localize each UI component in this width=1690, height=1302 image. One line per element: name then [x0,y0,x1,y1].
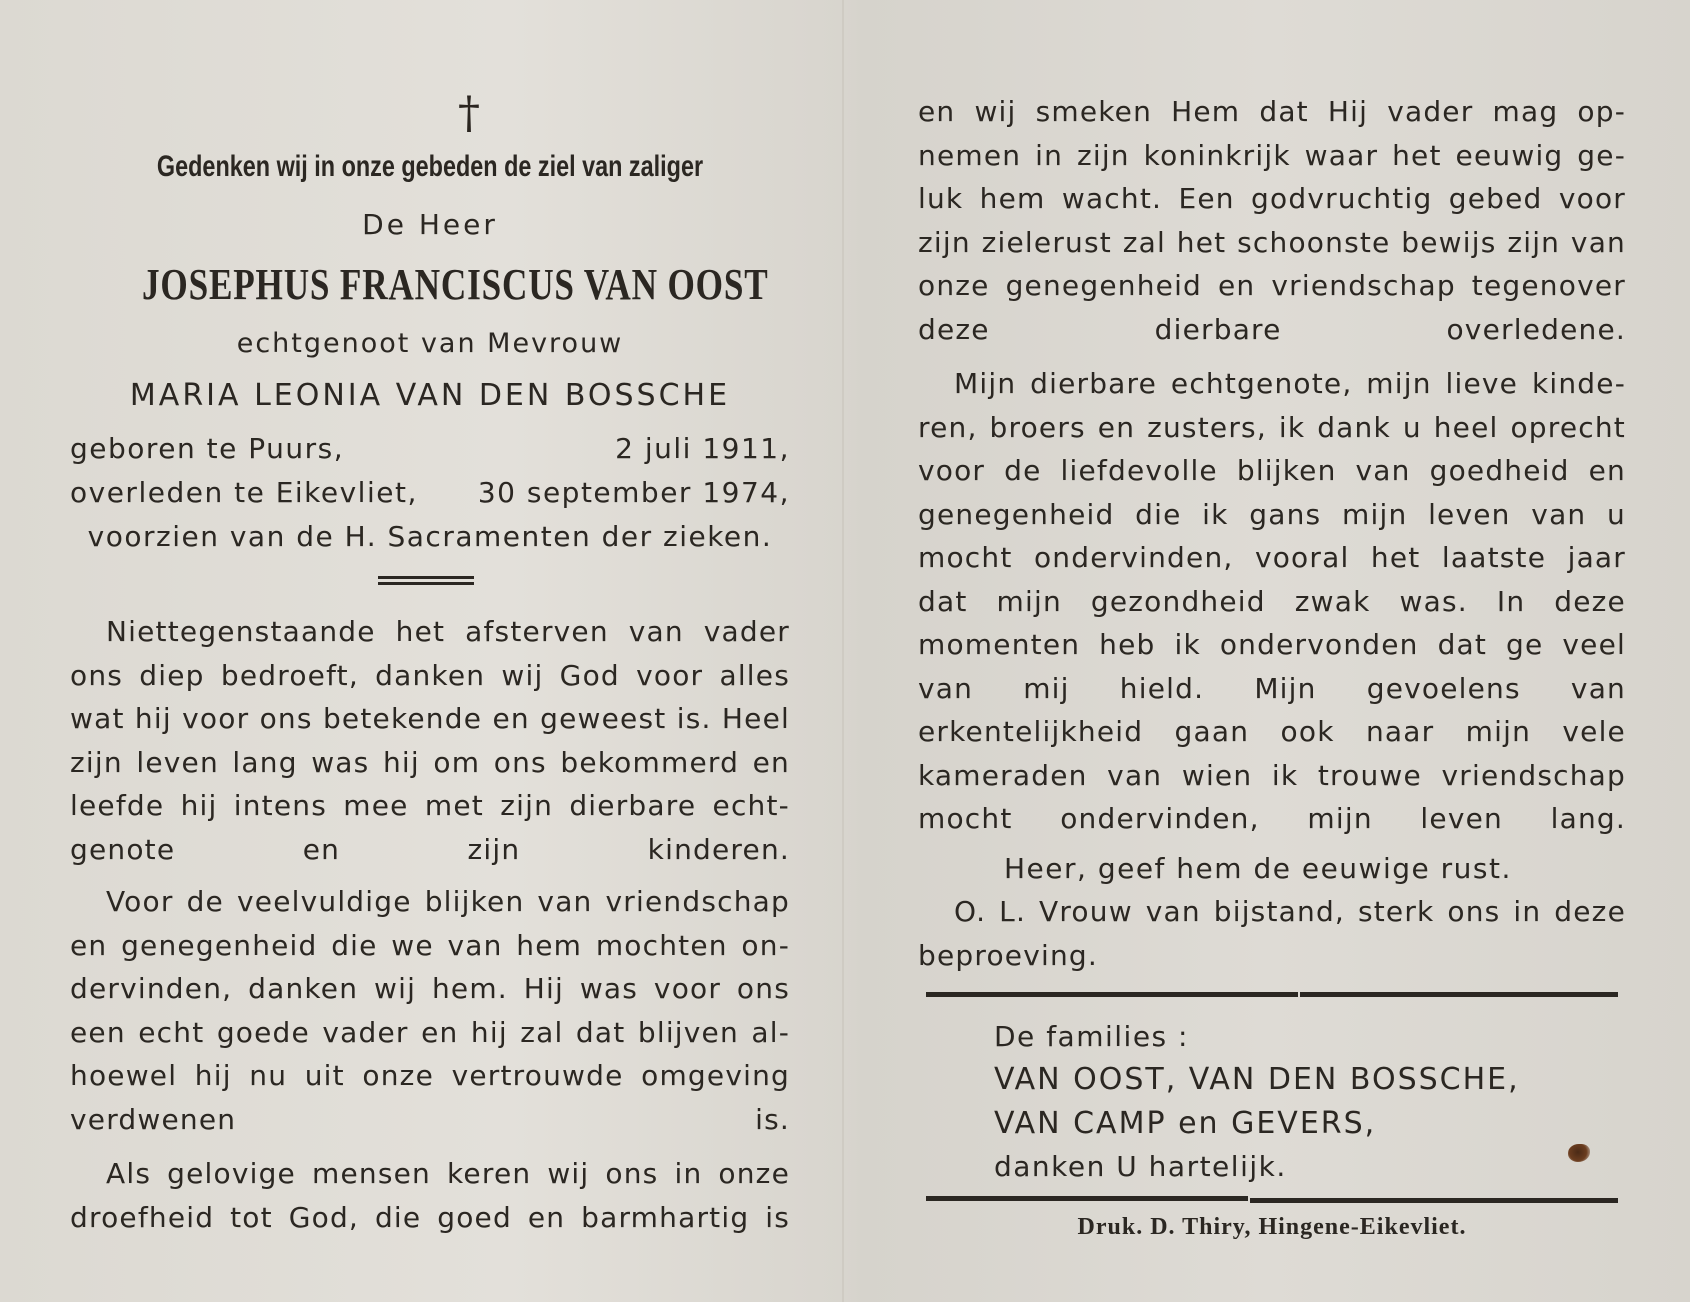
sacraments-line: voorzien van de H. Sacramenten der zieken. [87,520,773,553]
deceased-name: JOSEPHUS FRANCISCUS VAN OOST [142,260,769,309]
death-row [70,476,790,514]
spouse-intro: echtgenoot van Mevrouw [236,328,624,359]
section-divider [378,576,474,585]
birth-place: geboren te Puurs, [70,432,345,465]
cross-icon: † [458,88,480,139]
rule-top-left [926,992,1298,997]
printer-credit: Druk. D. Thiry, Hingene-Eikevliet. [1077,1214,1467,1240]
death-date: 30 september 1974, [477,476,790,509]
left-paragraph-3: Als gelovige mensen keren wij ons in onze droefheid tot God, die goed en barmhartig is [70,1157,790,1234]
stain-mark [1568,1144,1590,1162]
families-thanks: danken U hartelijk. [994,1150,1287,1183]
families-line-1: VAN OOST, VAN DEN BOSSCHE, [994,1062,1520,1097]
right-paragraph-1: en wij smeken Hem dat Hij vader mag op-nemen in zijn koninkrijk waar het eeuwig ge-luk hem wacht. Een godvruchtig gebed voor zijn zielerust zal het schoonste bewijs zijn van onze genegenheid en vriendschap tegenover deze dierbare overledene. [918,95,1626,346]
families-intro: De families : [994,1020,1189,1053]
opening-line: Gedenken wij in onze gebeden de ziel van zaliger [156,150,704,183]
rule-bottom-right [1250,1198,1618,1203]
rule-bottom-left [926,1196,1248,1201]
death-place: overleden te Eikevliet, [70,476,418,509]
right-paragraph-2: Mijn dierbare echtgenote, mijn lieve kinde-ren, broers en zusters, ik dank u heel oprecht voor de liefdevolle blijken van goedheid en genegenheid die ik gans mijn leven van u mocht ondervinden, vooral het laatste jaar dat mijn gezondheid zwak was. In deze momenten heb ik ondervonden dat ge veel van mij hield. Mijn gevoelens van erkentelijkheid gaan ook naar mijn vele kameraden van wien ik trouwe vriendschap mocht ondervinden, mijn leven lang. [918,367,1626,835]
prayer-eternal-rest: Heer, geef hem de eeuwige rust. [1004,852,1512,885]
prayer-our-lady: O. L. Vrouw van bijstand, sterk ons in deze beproeving. [918,895,1626,972]
left-paragraph-1: Niettegenstaande het afsterven van vader ons diep bedroeft, danken wij God voor alles wat hij voor ons betekende en geweest is. Heel zijn leven lang was hij om ons bekommerd en leefde hij intens mee met zijn dierbare echt-genote en zijn kinderen. [70,615,790,866]
left-paragraph-2: Voor de veelvuldige blijken van vriendschap en genegenheid die we van hem mochten on-dervinden, danken wij hem. Hij was voor ons een echt goede vader en hij zal dat blijven al-hoewel hij nu uit onze vertrouwde omgeving verdwenen is. [70,885,790,1136]
families-line-2: VAN CAMP en GEVERS, [994,1106,1377,1141]
title-prefix: De Heer [362,208,498,241]
card-fold [842,0,844,1302]
birth-row [70,432,790,470]
rule-top-right [1300,992,1618,997]
birth-date: 2 juli 1911, [615,432,790,465]
spouse-name: MARIA LEONIA VAN DEN BOSSCHE [129,378,731,413]
